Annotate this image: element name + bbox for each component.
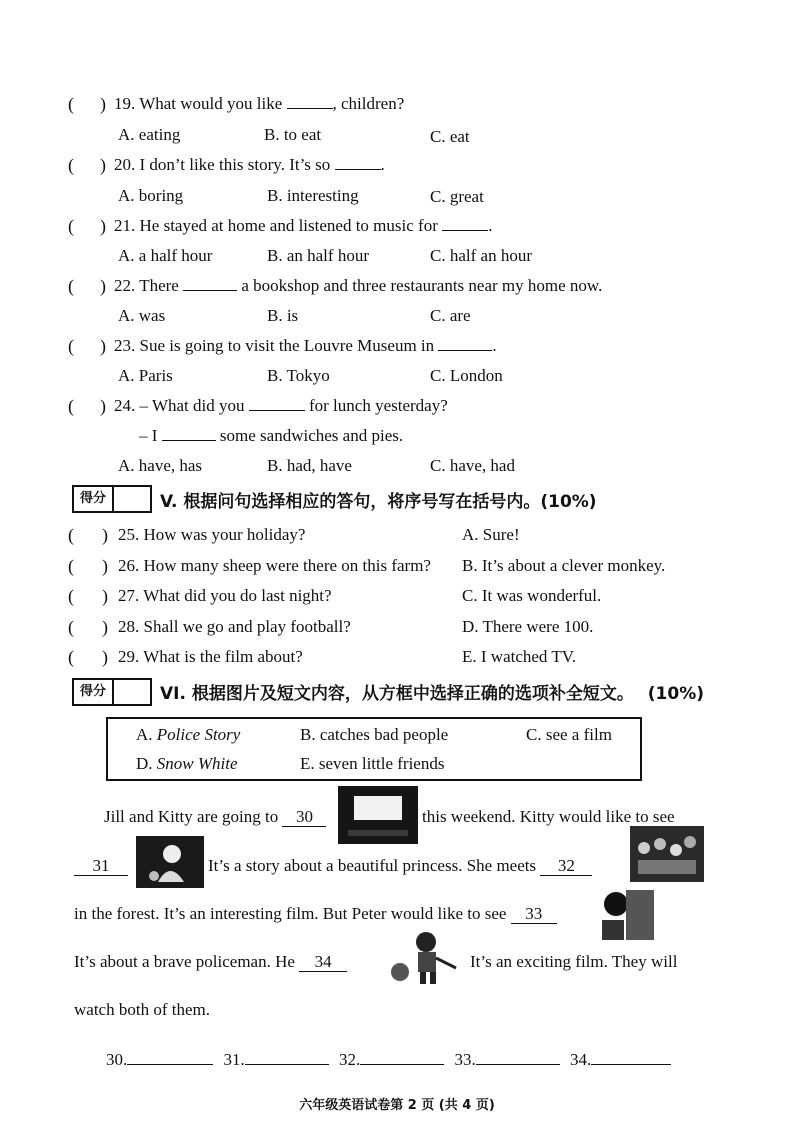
- cinema-screen-picture: [338, 786, 418, 844]
- option-b: B. an half hour: [267, 246, 369, 265]
- option-b: B. had, have: [267, 456, 352, 475]
- answer-paren-close: ): [102, 617, 108, 637]
- fill-blank: [335, 155, 381, 170]
- blank-33: 33: [511, 905, 557, 924]
- score-box: [72, 485, 152, 513]
- section-6-title: VI. 根据图片及短文内容，从方框中选择正确的选项补全短文。 (10%): [160, 684, 705, 704]
- word-bank-option-d: D. Snow White: [136, 754, 238, 773]
- answer-blank-31[interactable]: [245, 1050, 329, 1065]
- option-b: B. is: [267, 306, 299, 325]
- question-25: 25. How was your holiday?: [118, 525, 306, 544]
- answer-blank-30[interactable]: [127, 1050, 213, 1065]
- answer-paren-open: (: [68, 155, 74, 175]
- option-a: A. boring: [118, 186, 184, 205]
- answer-paren-close: ): [100, 155, 106, 175]
- policeman-picture: [384, 928, 462, 986]
- question-24: 24. – What did you for lunch yesterday?: [114, 396, 448, 415]
- question-22: 22. There a bookshop and three restaurants near my home now.: [114, 276, 603, 295]
- word-bank: [106, 717, 642, 781]
- answer-e: E. I watched TV.: [462, 647, 577, 666]
- answer-paren-close: ): [102, 556, 108, 576]
- option-c: C. have, had: [430, 456, 515, 475]
- word-bank-option-b: B. catches bad people: [300, 725, 449, 744]
- answer-paren-close: ): [100, 336, 106, 356]
- question-23: 23. Sue is going to visit the Louvre Museum in .: [114, 336, 497, 355]
- question-20: 20. I don’t like this story. It’s so .: [114, 155, 385, 174]
- answer-blank-33[interactable]: [476, 1050, 560, 1065]
- answer-paren-open: (: [68, 647, 74, 667]
- answer-paren-close: ): [102, 647, 108, 667]
- fill-blank: [183, 276, 237, 291]
- question-27: 27. What did you do last night?: [118, 586, 332, 605]
- fill-blank: [442, 216, 488, 231]
- fill-blank: [249, 396, 305, 411]
- answer-paren-close: ): [102, 525, 108, 545]
- question-28: 28. Shall we go and play football?: [118, 617, 351, 636]
- option-a: A. have, has: [118, 456, 203, 475]
- passage-line-1: Jill and Kitty are going to 30: [104, 807, 326, 827]
- answer-blank-34[interactable]: [591, 1050, 671, 1065]
- answer-c: C. It was wonderful.: [462, 586, 602, 605]
- option-c: C. great: [430, 187, 484, 206]
- option-a: A. a half hour: [118, 246, 213, 265]
- passage-line-4: It’s about a brave policeman. He 34: [74, 952, 347, 972]
- score-label: 得分: [74, 680, 114, 704]
- answer-line: 30. 31. 32. 33. 34.: [106, 1050, 671, 1070]
- answer-paren-open: (: [68, 336, 74, 356]
- question-19: 19. What would you like , children?: [114, 94, 405, 113]
- word-bank-option-a: A. Police Story: [136, 725, 241, 744]
- option-b: B. to eat: [264, 125, 322, 144]
- score-box: [72, 678, 152, 706]
- word-bank-option-c: C. see a film: [526, 725, 612, 744]
- question-24-reply: – I some sandwiches and pies.: [139, 426, 404, 445]
- option-c: C. are: [430, 306, 471, 325]
- option-c: C. eat: [430, 127, 470, 146]
- blank-31: 31: [74, 857, 128, 876]
- blank-34: 34: [299, 953, 347, 972]
- passage-line-3: in the forest. It’s an interesting film. But Peter would like to see 33: [74, 904, 557, 924]
- fill-blank: [438, 336, 492, 351]
- snow-white-picture: [136, 836, 204, 888]
- option-a: A. Paris: [118, 366, 173, 385]
- option-c: C. half an hour: [430, 246, 532, 265]
- answer-blank-32[interactable]: [360, 1050, 444, 1065]
- dwarfs-picture: [630, 826, 704, 882]
- answer-paren-open: (: [68, 216, 74, 236]
- option-a: A. eating: [118, 125, 181, 144]
- question-26: 26. How many sheep were there on this farm?: [118, 556, 431, 575]
- answer-paren-open: (: [68, 556, 74, 576]
- section-5-title: V. 根据问句选择相应的答句，将序号写在括号内。(10%): [160, 492, 597, 512]
- answer-paren-open: (: [68, 94, 74, 114]
- score-field: [114, 487, 150, 511]
- passage-line-2-mid: It’s a story about a beautiful princess. She meets 32: [208, 856, 592, 876]
- blank-32: 32: [540, 857, 592, 876]
- passage-line-2: [74, 856, 128, 876]
- fill-blank: [162, 426, 216, 441]
- answer-paren-close: ): [102, 586, 108, 606]
- passage-line-5: watch both of them.: [74, 1000, 210, 1019]
- question-21: 21. He stayed at home and listened to music for .: [114, 216, 493, 235]
- answer-b: B. It’s about a clever monkey.: [462, 556, 666, 575]
- answer-paren-close: ): [100, 216, 106, 236]
- option-a: A. was: [118, 306, 166, 325]
- option-b: B. Tokyo: [267, 366, 330, 385]
- answer-paren-open: (: [68, 276, 74, 296]
- answer-a: A. Sure!: [462, 525, 520, 544]
- answer-paren-open: (: [68, 617, 74, 637]
- answer-paren-open: (: [68, 525, 74, 545]
- score-label: 得分: [74, 487, 114, 511]
- option-b: B. interesting: [267, 186, 359, 205]
- passage-line-4-end: It’s an exciting film. They will: [470, 952, 678, 971]
- option-c: C. London: [430, 366, 503, 385]
- page-footer: 六年级英语试卷第 2 页 (共 4 页): [299, 1098, 495, 1113]
- answer-paren-close: ): [100, 396, 106, 416]
- answer-d: D. There were 100.: [462, 617, 594, 636]
- answer-paren-open: (: [68, 586, 74, 606]
- answer-paren-close: ): [100, 94, 106, 114]
- score-field: [114, 680, 150, 704]
- answer-paren-open: (: [68, 396, 74, 416]
- passage-line-1-end: this weekend. Kitty would like to see: [422, 807, 675, 826]
- police-story-picture: [596, 884, 658, 946]
- fill-blank: [287, 94, 333, 109]
- blank-30: 30: [282, 808, 326, 827]
- answer-paren-close: ): [100, 276, 106, 296]
- word-bank-option-e: E. seven little friends: [300, 754, 445, 773]
- question-29: 29. What is the film about?: [118, 647, 303, 666]
